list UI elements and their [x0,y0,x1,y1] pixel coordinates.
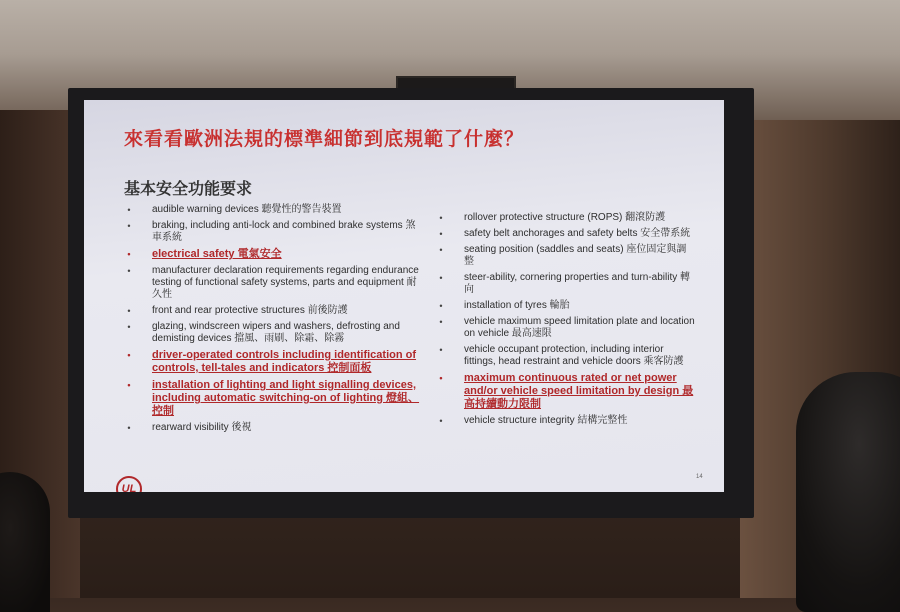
bullet-text: installation of tyres 輪胎 [464,300,570,311]
bullet-item [436,300,696,312]
bullet-item [124,204,424,216]
bullet-item [124,220,424,244]
bullet-item [124,248,424,261]
presentation-slide [84,100,724,492]
bullet-text: vehicle maximum speed limitation plate and location on vehicle 最高速限 [464,316,695,339]
bullet-dot-icon: • [439,373,443,383]
bullet-dot-icon: • [127,266,131,276]
slide-title: 來看看歐洲法規的標準細節到底規範了什麼？ [124,128,525,150]
bullet-dot-icon: • [439,245,443,255]
bullet-dot-icon: • [439,273,443,283]
bullet-dot-icon: • [439,301,443,311]
slide-subtitle: 基本安全功能要求 [124,179,253,198]
bullet-dot-icon: • [439,416,443,426]
bullet-dot-icon: • [127,205,131,215]
bullet-text: seating position (saddles and seats) 座位固定與調整 [464,244,687,267]
bullet-text: safety belt anchorages and safety belts 安全帶系統 [464,228,691,239]
bullet-item [124,349,424,375]
bullet-item [124,422,424,434]
bullet-dot-icon: • [127,350,131,360]
bullet-dot-icon: • [127,380,131,390]
bullet-text: front and rear protective structures 前後防護 [152,305,348,316]
right-bullet-list [436,212,696,431]
bullet-item [436,272,696,296]
bullet-text: vehicle structure integrity 結構完整性 [464,415,628,426]
bullet-dot-icon: • [127,322,131,332]
bullet-text: glazing, windscreen wipers and washers, defrosting and demisting devices 擋風、雨刷、除霜、除霧 [152,321,400,344]
bullet-item [436,415,696,427]
bullet-item [124,321,424,345]
audience-head-right [796,372,900,612]
bullet-item [436,316,696,340]
slide-page-number: 14 [696,474,703,480]
bullet-item [436,228,696,240]
bullet-item [436,244,696,268]
bullet-item [124,305,424,317]
bullet-dot-icon: • [439,229,443,239]
bullet-text: braking, including anti-lock and combined brake systems 煞車系統 [152,220,416,243]
bullet-item [436,372,696,411]
bullet-text: installation of lighting and light signalling devices, including automatic switching-on of lighting 燈組、控制 [152,379,420,417]
bullet-dot-icon: • [127,423,131,433]
bullet-dot-icon: • [127,221,131,231]
bullet-text: steer-ability, cornering properties and turn-ability 轉向 [464,272,691,295]
bullet-text: electrical safety 電氣安全 [152,248,282,260]
bullet-text: vehicle occupant protection, including interior fittings, head restraint and vehicle doors 乘客防護 [464,344,684,367]
left-bullet-list [124,204,424,438]
bullet-item [124,379,424,418]
bullet-text: driver-operated controls including identification of controls, tell-tales and indicators 控制面板 [152,349,417,374]
bullet-dot-icon: • [439,345,443,355]
bullet-dot-icon: • [439,317,443,327]
bullet-text: rearward visibility 後視 [152,422,252,433]
bullet-text: audible warning devices 聽覺性的警告裝置 [152,204,342,215]
bullet-text: rollover protective structure (ROPS) 翻滾防護 [464,212,666,223]
bullet-dot-icon: • [127,249,131,259]
audience-head-left [0,472,50,612]
bullet-dot-icon: • [127,306,131,316]
bullet-text: manufacturer declaration requirements regarding endurance testing of functional safety systems, parts and equipment 耐久性 [152,265,419,300]
bullet-item [124,265,424,301]
bullet-text: maximum continuous rated or net power and/or vehicle speed limitation by design 最高持續動力限制 [464,372,694,410]
bullet-item [436,344,696,368]
bullet-dot-icon: • [439,213,443,223]
ul-logo: UL [116,476,142,492]
bullet-item [436,212,696,224]
